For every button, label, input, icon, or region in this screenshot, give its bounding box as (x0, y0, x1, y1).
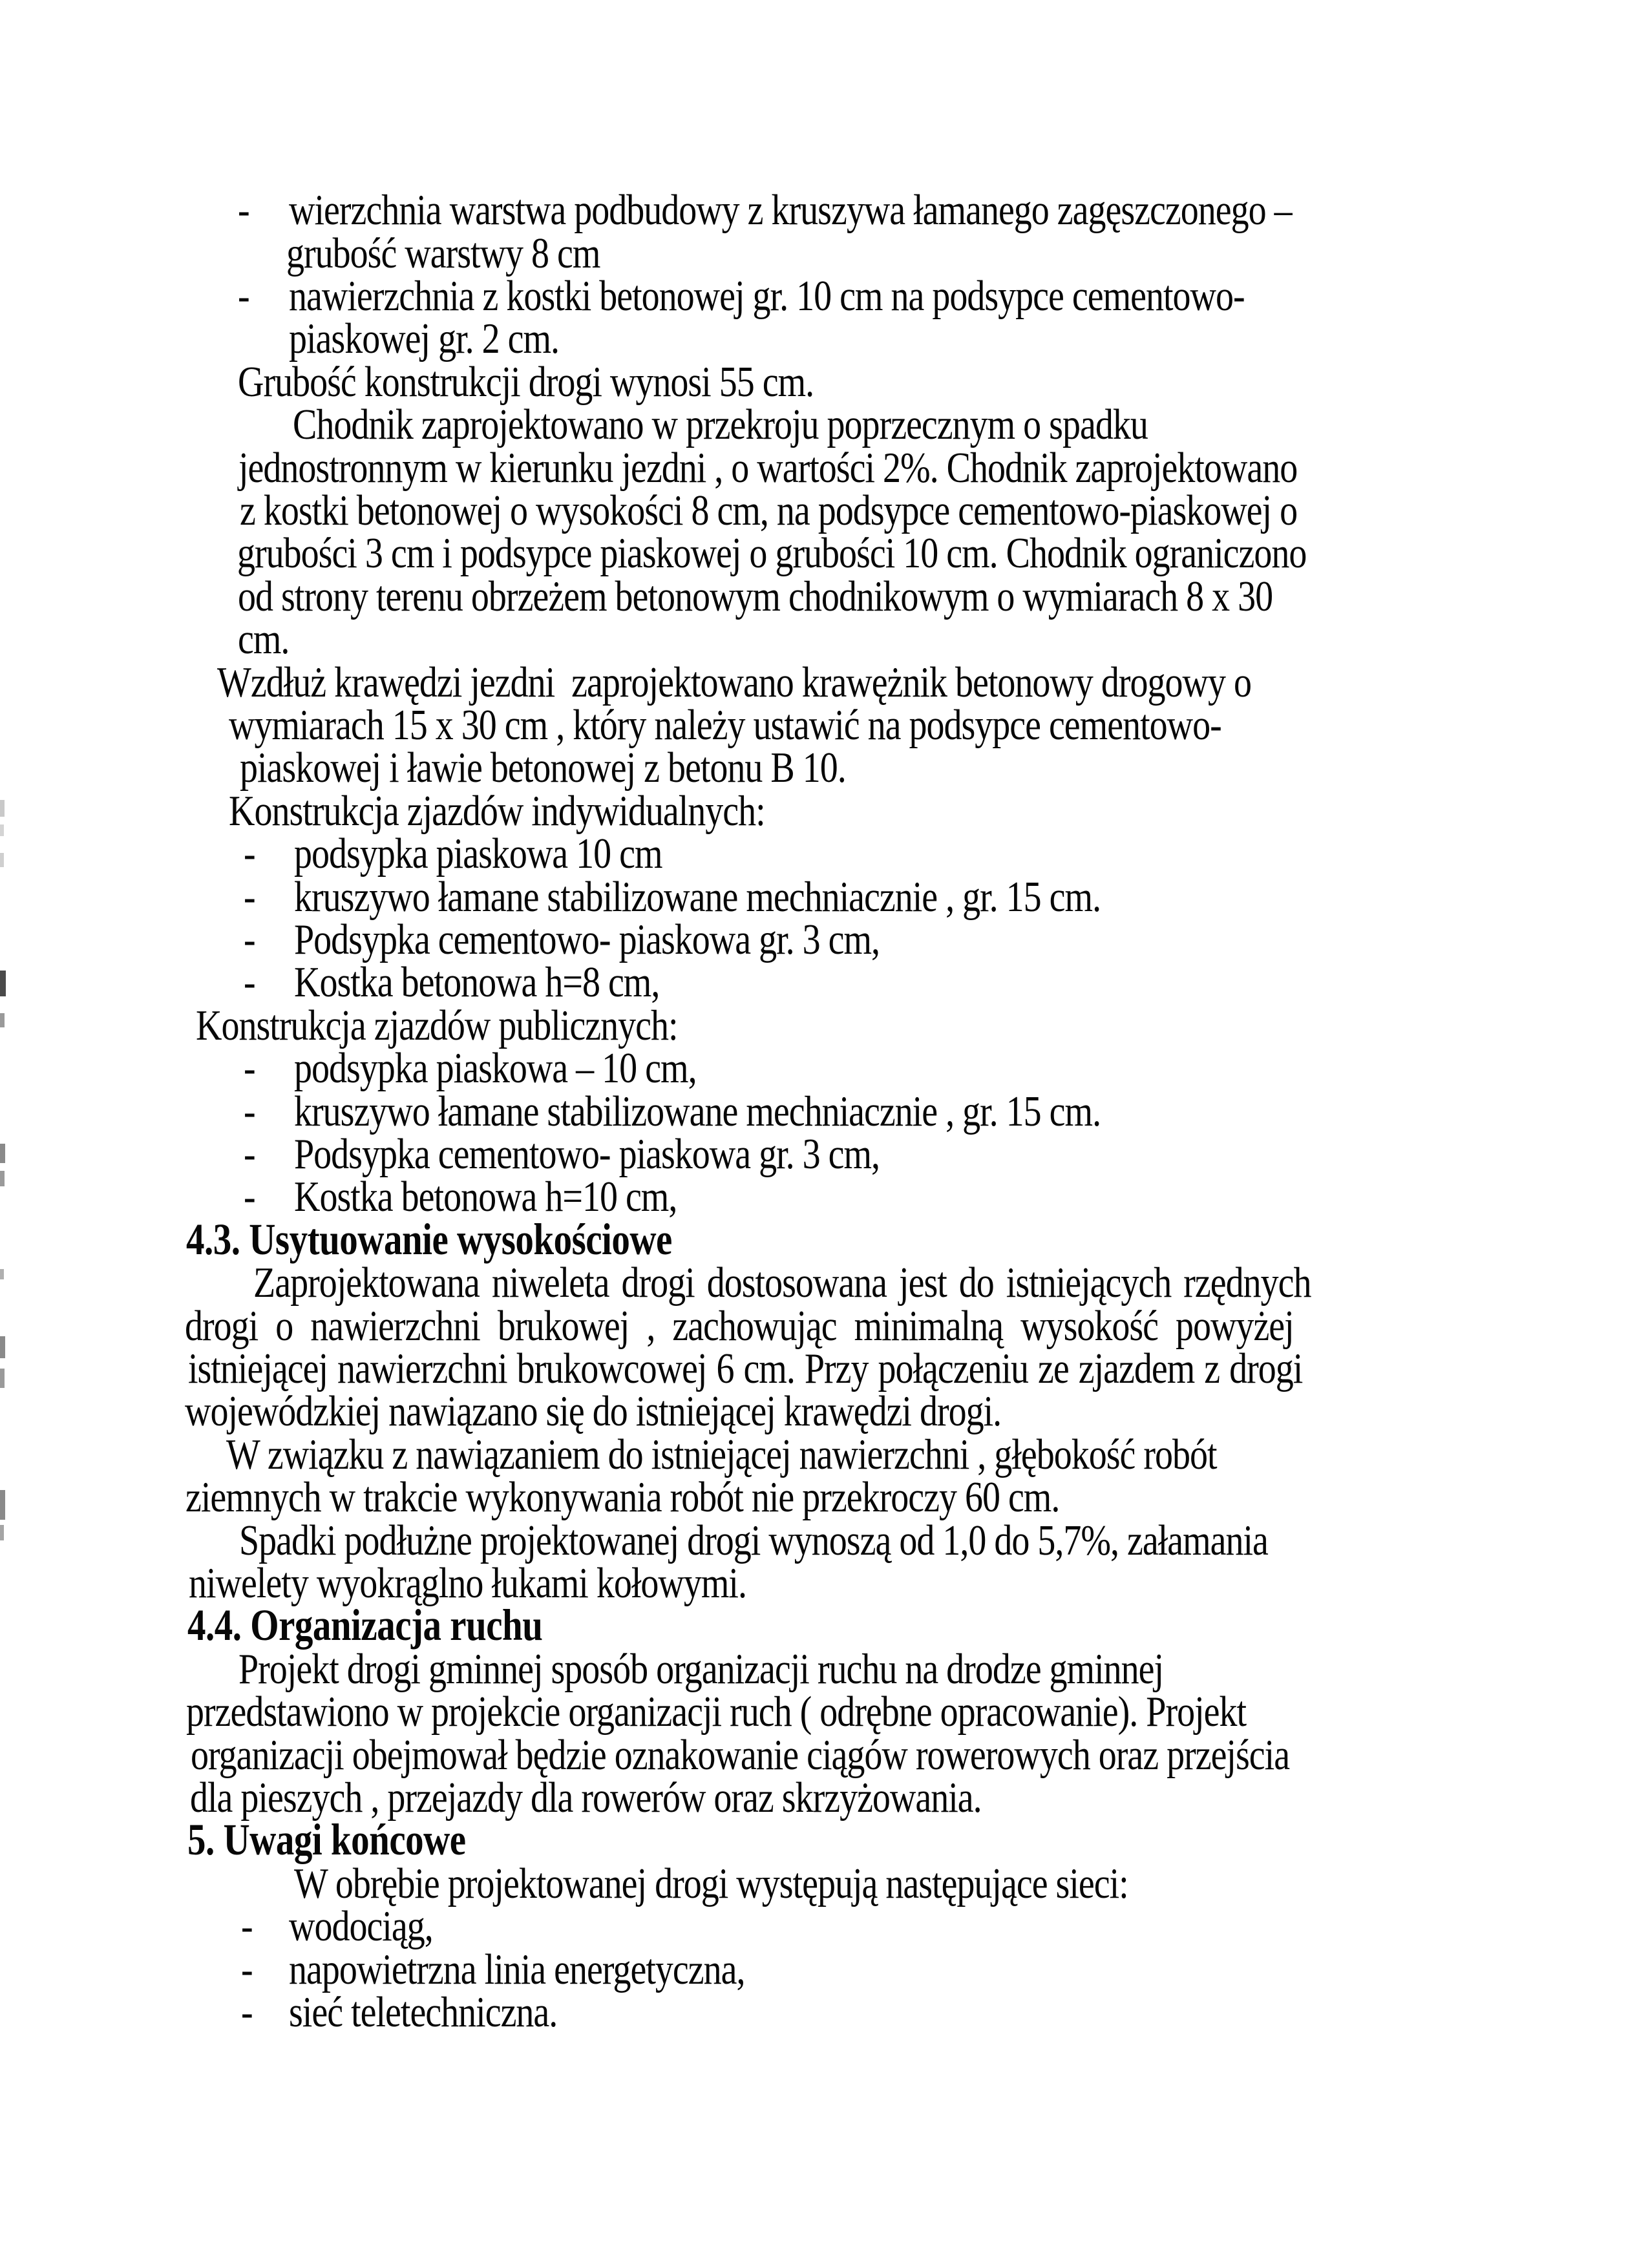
text-line (286, 229, 600, 277)
line-text: 5. Uwagi końcowe (187, 1815, 466, 1865)
text-line (238, 615, 289, 663)
text-line (244, 1044, 697, 1092)
line-text: drogi o nawierzchni brukowej , zachowując minimalną wysokość powyżej (185, 1302, 1294, 1350)
line-text: 4.3. Usytuowanie wysokościowe (186, 1215, 672, 1265)
line-text: Konstrukcja zjazdów indywidualnych: (229, 787, 765, 835)
text-line (237, 529, 1306, 577)
line-text: W związku z nawiązaniem do istniejącej nawierzchni , głębokość robót (226, 1431, 1217, 1479)
line-text: kruszywo łamane stabilizowane mechniacznie , gr. 15 cm. (294, 1087, 1101, 1136)
text-line (241, 1988, 557, 2036)
text-line (238, 1645, 1163, 1693)
line-text: Spadki podłużne projektowanej drogi wynoszą od 1,0 do 5,7%, załamania (239, 1517, 1268, 1565)
text-line (189, 1559, 746, 1607)
text-line (186, 1688, 1246, 1736)
text-line (289, 315, 559, 362)
text-line (229, 701, 1221, 749)
line-text: podsypka piaskowa 10 cm (294, 830, 662, 878)
line-text: wodociąg, (289, 1902, 433, 1951)
text-line (226, 1431, 1217, 1478)
line-text: Podsypka cementowo- piaskowa gr. 3 cm, (294, 1130, 880, 1179)
line-text: podsypka piaskowa – 10 cm, (294, 1044, 697, 1093)
section-heading (187, 1602, 542, 1650)
bullet-dash: - (241, 1902, 253, 1951)
line-text: dla pieszych , przejazdy dla rowerów oraz skrzyżowania. (190, 1774, 982, 1822)
text-line (185, 1302, 1294, 1350)
text-line (238, 186, 1292, 234)
section-heading (187, 1816, 466, 1864)
line-text: grubość warstwy 8 cm (286, 229, 600, 278)
bullet-dash: - (244, 830, 255, 878)
text-line (241, 1902, 433, 1950)
line-text: napowietrzna linia energetyczna, (289, 1946, 745, 1994)
line-text: wymiarach 15 x 30 cm , który należy ustawić na podsypce cementowo- (229, 701, 1221, 750)
bullet-dash: - (238, 272, 249, 320)
bullet-dash: - (244, 916, 255, 964)
text-line (244, 1087, 1101, 1135)
line-text: Kostka betonowa h=8 cm, (294, 958, 660, 1007)
line-text: cm. (238, 615, 290, 664)
line-text: istniejącej nawierzchni brukowcowej 6 cm. Przy połączeniu ze zjazdem z drogi (188, 1345, 1303, 1393)
text-line (191, 1731, 1289, 1779)
line-text: W obrębie projektowanej drogi występują następujące sieci: (294, 1860, 1128, 1908)
text-line (244, 958, 659, 1006)
line-text: jednostronnym w kierunku jezdni , o wartości 2%. Chodnik zaprojektowano (238, 444, 1298, 492)
bullet-dash: - (244, 1044, 255, 1093)
text-line (244, 1130, 880, 1178)
line-text: od strony terenu obrzeżem betonowym chodnikowym o wymiarach 8 x 30 (238, 572, 1273, 621)
line-text: nawierzchnia z kostki betonowej gr. 10 cm na podsypce cementowo- (289, 272, 1245, 320)
line-text: z kostki betonowej o wysokości 8 cm, na podsypce cementowo-piaskowej o (240, 487, 1298, 535)
text-line (253, 1259, 1311, 1307)
text-line (293, 401, 1148, 448)
text-line (239, 1517, 1268, 1564)
line-text: przedstawiono w projekcie organizacji ruch ( odrębne opracowanie). Projekt (186, 1688, 1247, 1736)
bullet-dash: - (241, 1988, 253, 2037)
bullet-dash: - (241, 1946, 253, 1994)
line-text: ziemnych w trakcie wykonywania robót nie przekroczy 60 cm. (185, 1473, 1060, 1522)
text-line (185, 1387, 1001, 1435)
text-line (238, 444, 1297, 492)
line-text: sieć teletechniczna. (289, 1988, 558, 2037)
line-text: Zaprojektowana niweleta drogi dostosowana jest do istniejących rzędnych (253, 1259, 1311, 1307)
text-line (244, 1173, 677, 1221)
text-line (229, 787, 765, 835)
text-line (238, 572, 1273, 620)
bullet-dash: - (244, 873, 255, 921)
text-line (240, 744, 846, 792)
line-text: Projekt drogi gminnej sposób organizacji ruchu na drodze gminnej (238, 1645, 1164, 1694)
line-text: Wzdłuż krawędzi jezdni zaprojektowano krawężnik betonowy drogowy o (217, 658, 1251, 707)
text-line (244, 916, 880, 963)
text-line (244, 873, 1101, 921)
bullet-dash: - (244, 1130, 255, 1179)
line-text: piaskowej i ławie betonowej z betonu B 10. (240, 744, 846, 792)
text-line (217, 658, 1251, 706)
text-line (196, 1002, 678, 1049)
text-line (240, 487, 1297, 534)
bullet-dash: - (244, 1087, 255, 1136)
text-line (244, 830, 662, 877)
line-text: Konstrukcja zjazdów publicznych: (196, 1002, 678, 1050)
line-text: kruszywo łamane stabilizowane mechniacznie , gr. 15 cm. (294, 873, 1101, 921)
line-text: organizacji obejmował będzie oznakowanie ciągów rowerowych oraz przejścia (191, 1731, 1290, 1780)
line-text: niwelety wyokrąglno łukami kołowymi. (189, 1559, 746, 1608)
line-text: Chodnik zaprojektowano w przekroju poprzecznym o spadku (293, 401, 1148, 449)
bullet-dash: - (244, 1173, 255, 1221)
line-text: Grubość konstrukcji drogi wynosi 55 cm. (238, 358, 814, 406)
text-line (238, 358, 814, 406)
text-line (294, 1860, 1128, 1907)
line-text: wierzchnia warstwa podbudowy z kruszywa łamanego zagęszczonego – (289, 186, 1292, 235)
text-line (238, 272, 1245, 320)
section-heading (186, 1216, 672, 1264)
text-line (241, 1946, 745, 1993)
bullet-dash: - (244, 958, 255, 1007)
text-line (190, 1774, 982, 1822)
line-text: 4.4. Organizacja ruchu (187, 1601, 543, 1650)
line-text: Podsypka cementowo- piaskowa gr. 3 cm, (294, 916, 880, 964)
text-line (188, 1345, 1302, 1392)
text-line (185, 1473, 1059, 1521)
line-text: Kostka betonowa h=10 cm, (294, 1173, 677, 1221)
line-text: grubości 3 cm i podsypce piaskowej o grubości 10 cm. Chodnik ograniczono (237, 529, 1307, 578)
line-text: piaskowej gr. 2 cm. (289, 315, 560, 363)
bullet-dash: - (238, 186, 249, 235)
line-text: wojewódzkiej nawiązano się do istniejącej krawędzi drogi. (185, 1387, 1002, 1436)
